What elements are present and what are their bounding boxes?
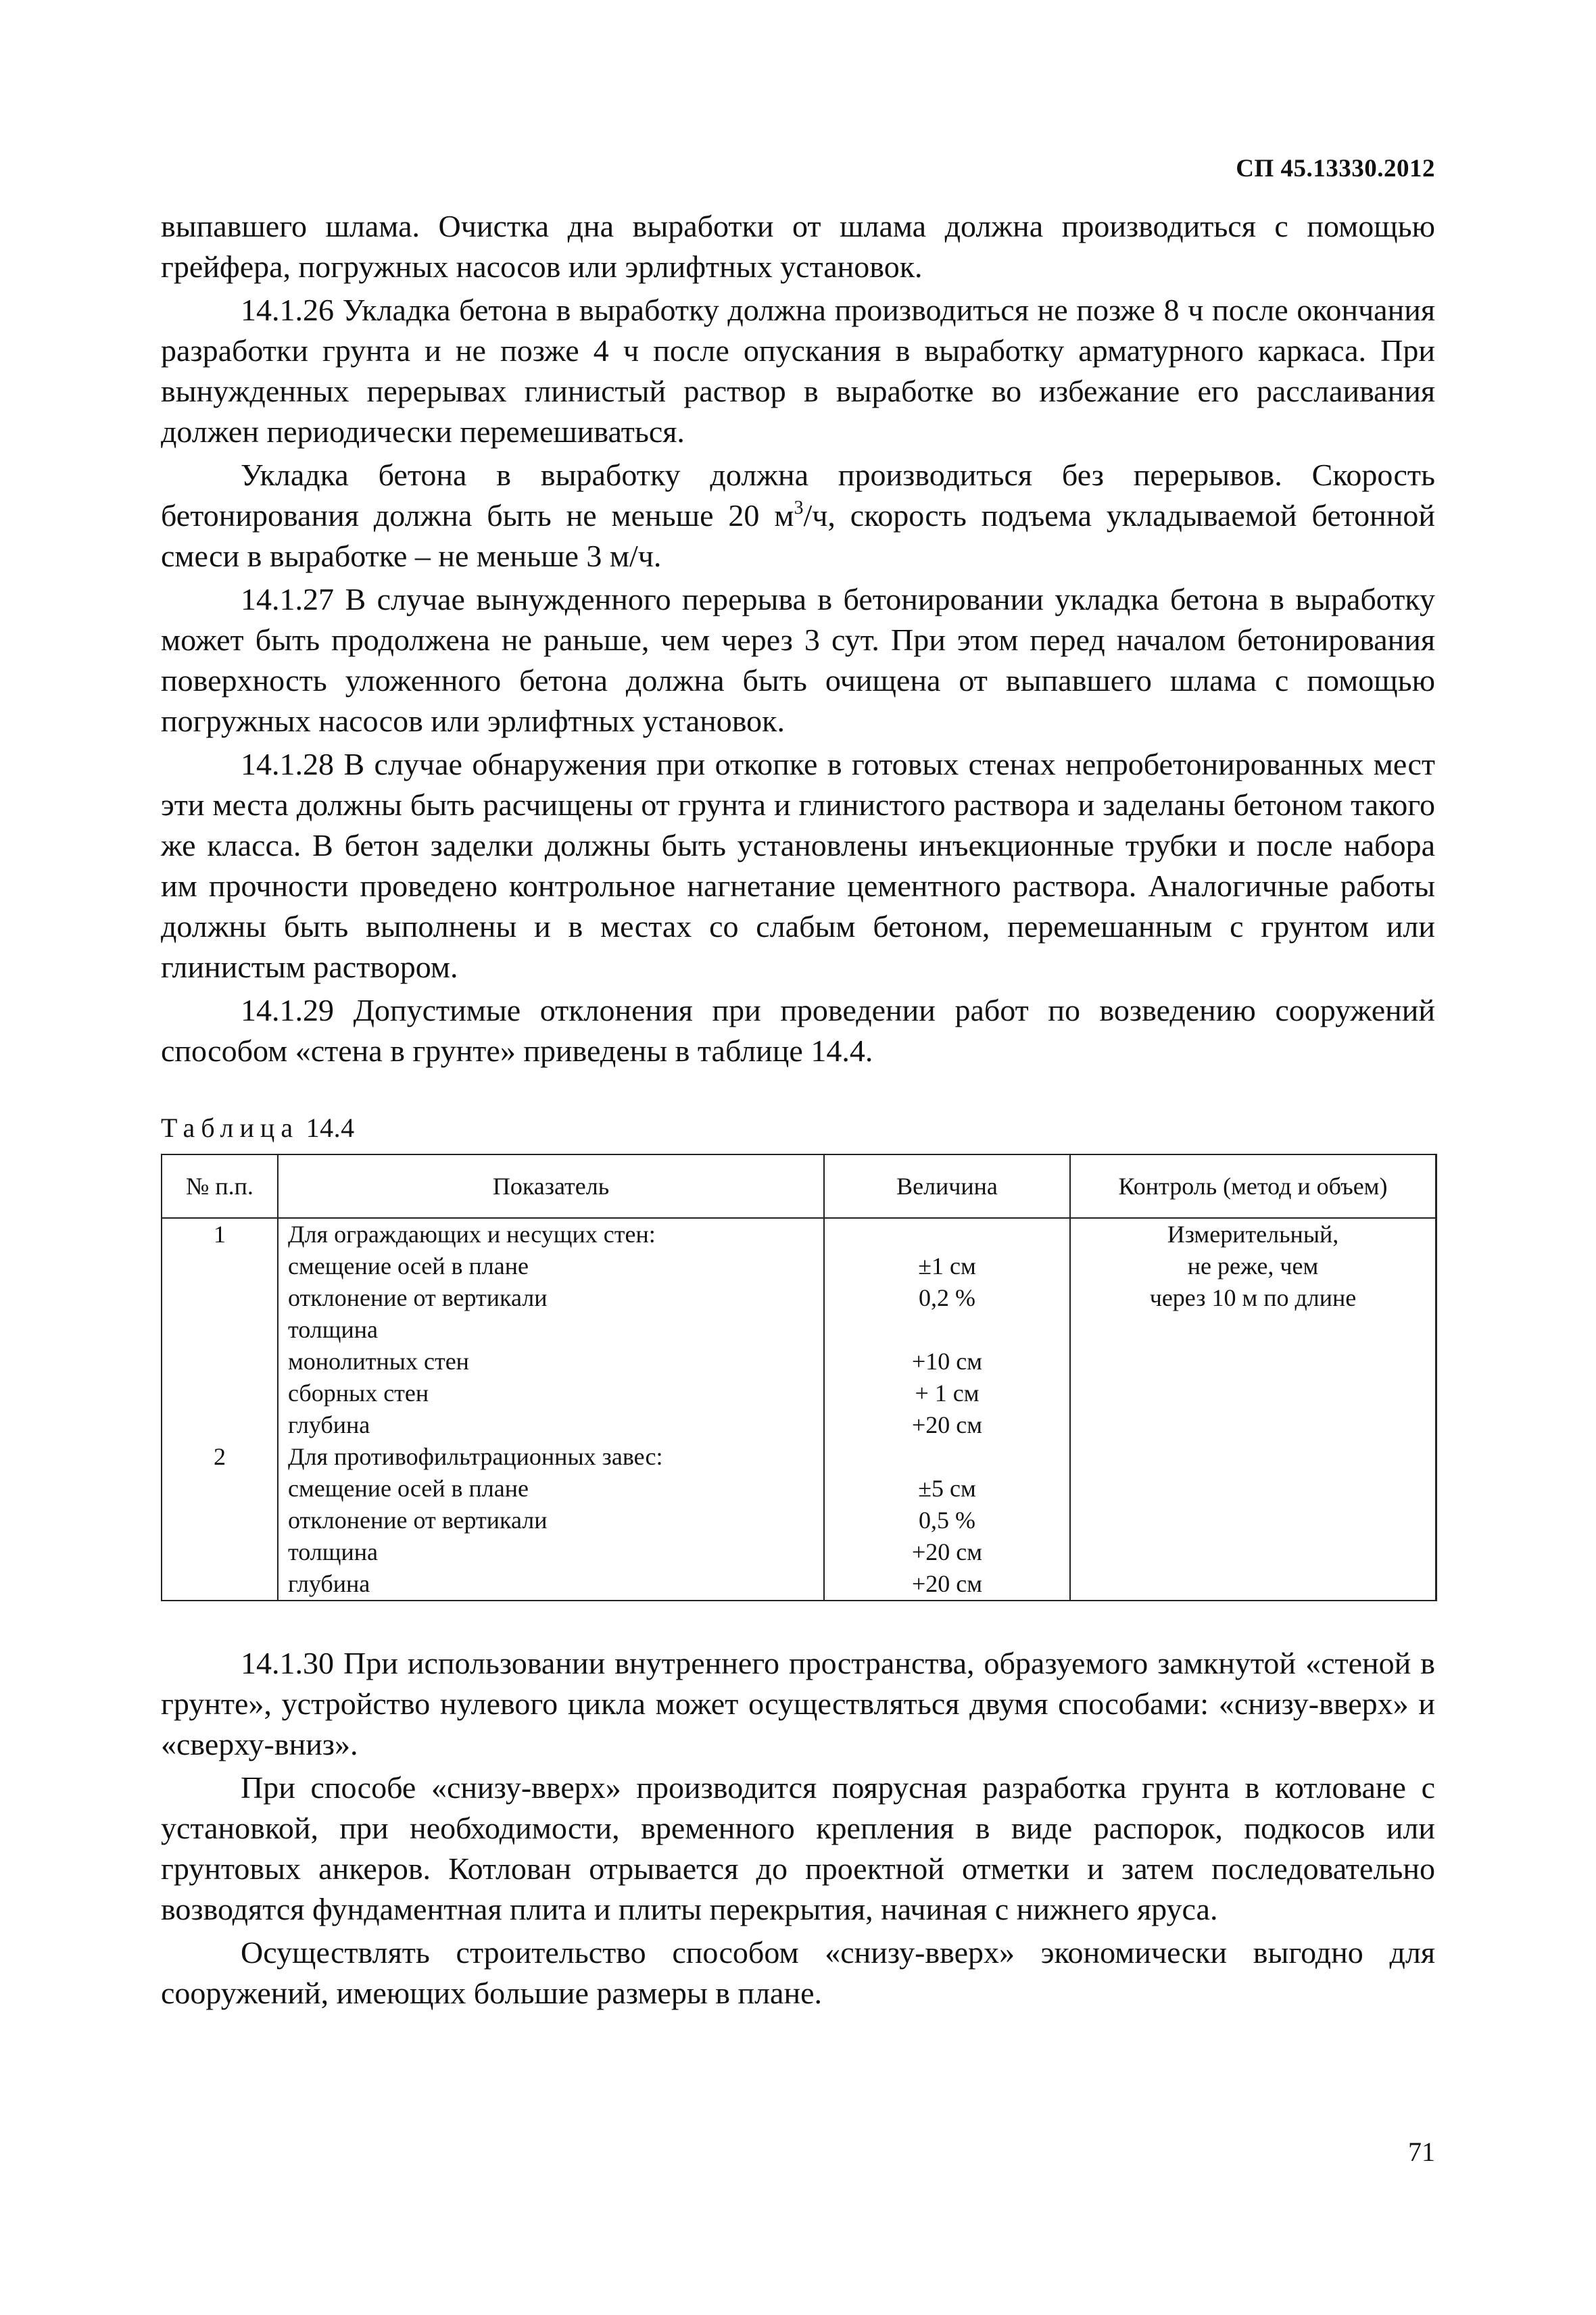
cell-num [162, 1378, 278, 1409]
cell-indicator: монолитных стен [278, 1346, 824, 1378]
cell-num [162, 1536, 278, 1568]
cell-indicator: Для противофильтрационных завес: [278, 1441, 824, 1473]
table-row [162, 1441, 1436, 1473]
paragraph-text-before: Укладка бетона в выработку должна производиться без перерывов. Скорость бетонирования должна быть не меньше 20 м [161, 458, 1435, 533]
cell-control [1070, 1314, 1436, 1346]
cell-num [162, 1314, 278, 1346]
cell-value: +10 см [824, 1346, 1070, 1378]
cell-num [162, 1505, 278, 1536]
cell-num [162, 1473, 278, 1505]
cell-indicator: сборных стен [278, 1378, 824, 1409]
table-header-row [162, 1154, 1436, 1218]
header-control: Контроль (метод и объем) [1070, 1154, 1436, 1218]
cell-value: 0,5 % [824, 1505, 1070, 1536]
table-row [162, 1250, 1436, 1282]
cell-indicator: смещение осей в плане [278, 1250, 824, 1282]
section-after-table [161, 1643, 1435, 2014]
cell-value: + 1 см [824, 1378, 1070, 1409]
cell-num [162, 1282, 278, 1314]
cell-value [824, 1314, 1070, 1346]
cell-num [162, 1250, 278, 1282]
cell-num [162, 1568, 278, 1601]
cell-value [824, 1218, 1070, 1250]
paragraph-14-1-26: 14.1.26 Укладка бетона в выработку должна производиться не позже 8 ч после окончания разработки грунта и не позже 4 ч после опускания в выработку арматурного каркаса. При вынужденных перерывах глинистый раствор в выработке во избежание его расслаивания должен периодически перемешиваться. [161, 293, 1435, 449]
table-caption-word: Таблица [161, 1113, 299, 1143]
table-row [162, 1346, 1436, 1378]
cell-control [1070, 1505, 1436, 1536]
cell-indicator: смещение осей в плане [278, 1473, 824, 1505]
table-row [162, 1282, 1436, 1314]
paragraph-bottom-up-economy: Осуществлять строительство способом «снизу-вверх» экономически выгодно для сооружений, имеющих большие размеры в плане. [161, 1935, 1435, 2010]
table-row [162, 1568, 1436, 1601]
cell-value [824, 1441, 1070, 1473]
cell-indicator: толщина [278, 1536, 824, 1568]
paragraph-14-1-27: 14.1.27 В случае вынужденного перерыва в бетонировании укладка бетона в выработку может быть продолжена не раньше, чем через 3 сут. При этом перед началом бетонирования поверхность уложенного бетона должна быть очищена от выпавшего шлама с помощью погружных насосов или эрлифтных установок. [161, 582, 1435, 738]
superscript: 3 [794, 497, 804, 518]
table-row [162, 1536, 1436, 1568]
cell-indicator: толщина [278, 1314, 824, 1346]
cell-control [1070, 1473, 1436, 1505]
table-caption [161, 1111, 1435, 1146]
table-row [162, 1409, 1436, 1441]
document-code: СП 45.13330.2012 [1236, 155, 1435, 182]
page-number: 71 [1408, 2137, 1435, 2167]
cell-indicator: Для ограждающих и несущих стен: [278, 1218, 824, 1250]
header-value: Величина [824, 1154, 1070, 1218]
cell-num [162, 1409, 278, 1441]
page-content [161, 206, 1435, 2016]
header-num: № п.п. [162, 1154, 278, 1218]
paragraph-14-1-28: 14.1.28 В случае обнаружения при откопке в готовых стенах непробетонированных мест эти места должны быть расчищены от грунта и глинистого раствора и заделаны бетоном такого же класса. В бетон заделки должны быть установлены инъекционные трубки и после набора им прочности проведено контрольное нагнетание цементного раствора. Аналогичные работы должны быть выполнены и в местах со слабым бетоном, перемешанным с грунтом или глинистым раствором. [161, 747, 1435, 984]
cell-indicator: глубина [278, 1409, 824, 1441]
paragraph-14-1-29: 14.1.29 Допустимые отклонения при проведении работ по возведению сооружений способом «стена в грунте» приведены в таблице 14.4. [161, 993, 1435, 1068]
cell-control: не реже, чем [1070, 1250, 1436, 1282]
table-row [162, 1505, 1436, 1536]
cell-value: 0,2 % [824, 1282, 1070, 1314]
paragraph-continuation: выпавшего шлама. Очистка дна выработки от шлама должна производиться с помощью грейфера, погружных насосов или эрлифтных установок. [161, 209, 1435, 284]
cell-control [1070, 1409, 1436, 1441]
header-indicator: Показатель [278, 1154, 824, 1218]
cell-value: +20 см [824, 1536, 1070, 1568]
paragraph-concreting-speed [161, 455, 1435, 577]
table-row [162, 1473, 1436, 1505]
cell-num: 2 [162, 1441, 278, 1473]
cell-value: +20 см [824, 1568, 1070, 1601]
paragraph-bottom-up-method: При способе «снизу-вверх» производится поярусная разработка грунта в котловане с установкой, при необходимости, временного крепления в виде распорок, подкосов или грунтовых анкеров. Котлован отрывается до проектной отметки и затем последовательно возводятся фундаментная плита и плиты перекрытия, начиная с нижнего яруса. [161, 1770, 1435, 1926]
cell-control [1070, 1568, 1436, 1601]
table-row [162, 1378, 1436, 1409]
cell-value: ±1 см [824, 1250, 1070, 1282]
cell-control [1070, 1536, 1436, 1568]
cell-control: через 10 м по длине [1070, 1282, 1436, 1314]
table-row [162, 1314, 1436, 1346]
table-row [162, 1218, 1436, 1250]
cell-control [1070, 1441, 1436, 1473]
cell-indicator: глубина [278, 1568, 824, 1601]
cell-indicator: отклонение от вертикали [278, 1505, 824, 1536]
tolerances-table [161, 1154, 1437, 1601]
cell-num [162, 1346, 278, 1378]
cell-num: 1 [162, 1218, 278, 1250]
cell-value: +20 см [824, 1409, 1070, 1441]
cell-control [1070, 1346, 1436, 1378]
paragraph-14-1-30: 14.1.30 При использовании внутреннего пространства, образуемого замкнутой «стеной в грунте», устройство нулевого цикла может осуществляться двумя способами: «снизу-вверх» и «сверху-вниз». [161, 1646, 1435, 1761]
paragraph-text-after: /ч, скорость подъема укладываемой бетонной смеси в выработке – не меньше 3 м/ч. [161, 498, 1435, 573]
cell-control: Измерительный, [1070, 1218, 1436, 1250]
table-caption-number: 14.4 [306, 1113, 355, 1143]
cell-value: ±5 см [824, 1473, 1070, 1505]
cell-indicator: отклонение от вертикали [278, 1282, 824, 1314]
cell-control [1070, 1378, 1436, 1409]
